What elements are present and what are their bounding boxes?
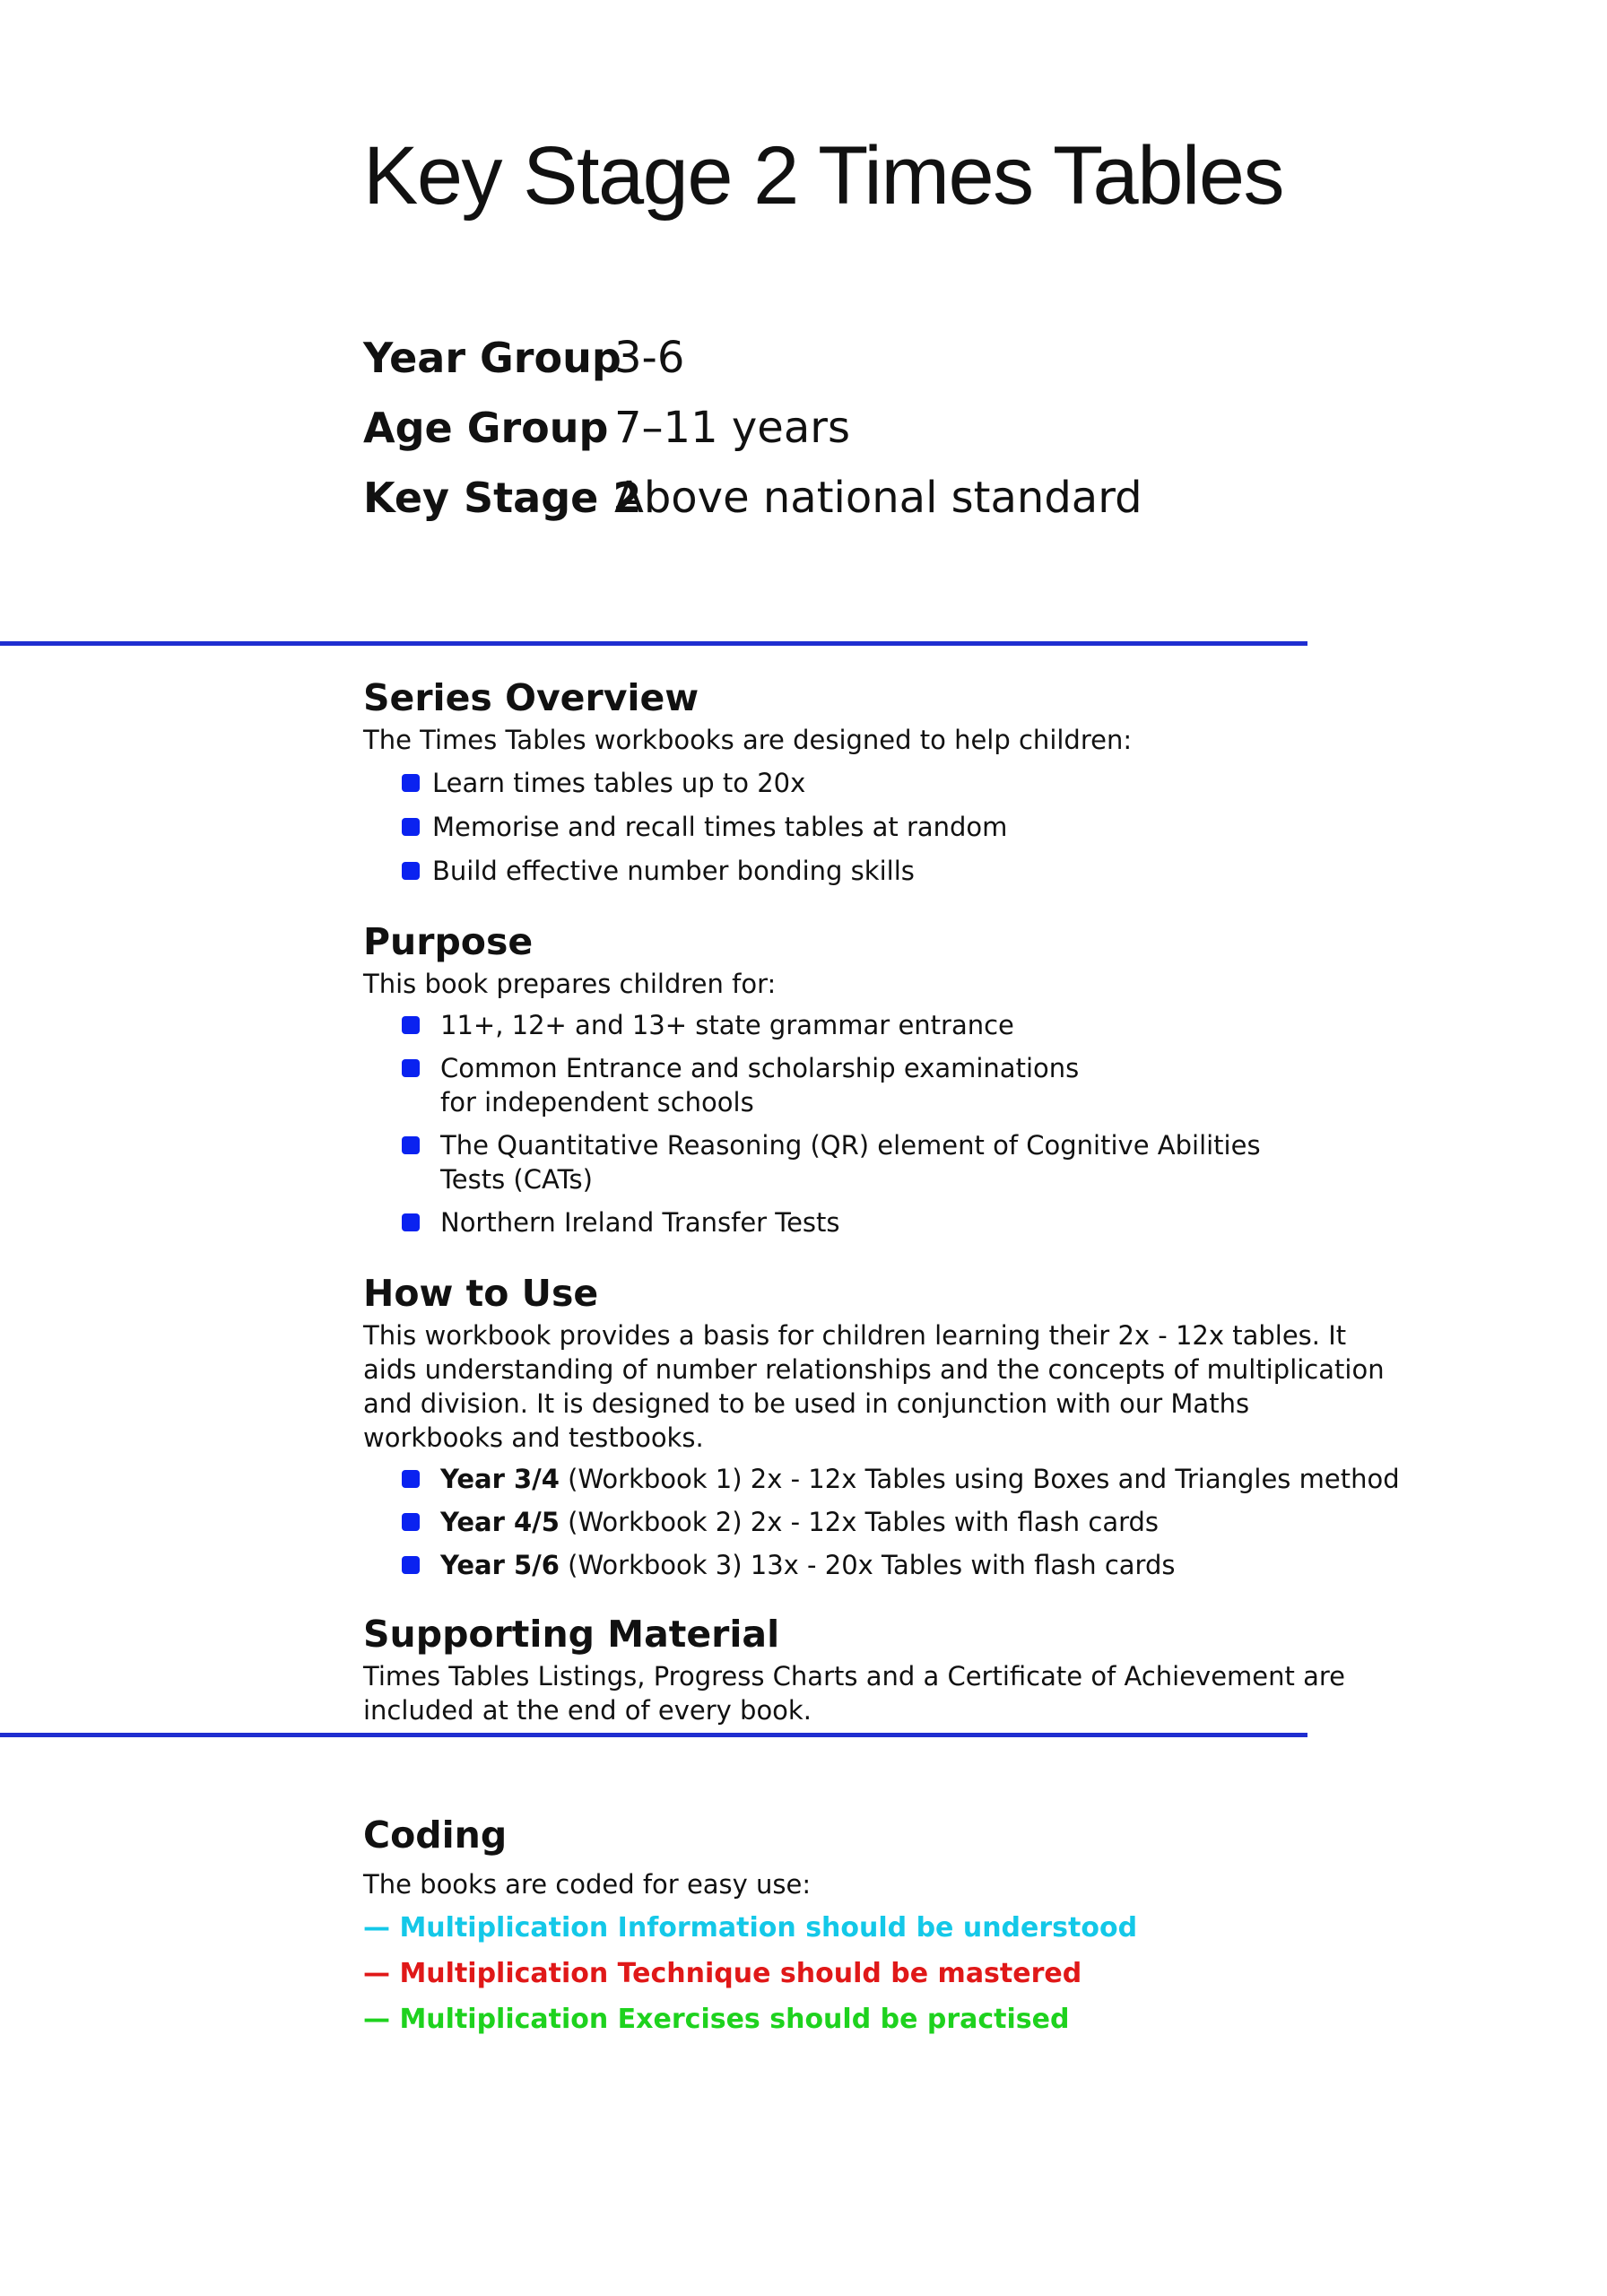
purpose-section <box>363 918 1332 1248</box>
bottom-divider <box>0 1733 1307 1737</box>
how-to-use-paragraph <box>363 1318 1385 1455</box>
dash-icon: — <box>363 1958 390 1989</box>
workbook-description: (Workbook 2) 2x - 12x Tables with flash cards <box>559 1507 1160 1537</box>
key-stage-row <box>363 463 1142 533</box>
age-group-value: 7–11 years <box>614 403 850 453</box>
coding-heading: Coding <box>363 1813 508 1857</box>
list-item: Learn times tables up to 20x <box>363 766 1332 800</box>
year-label: Year 3/4 <box>440 1464 560 1494</box>
series-overview-heading: Series Overview <box>363 676 699 719</box>
bullet-icon <box>402 862 420 880</box>
purpose-intro: This book prepares children for: <box>363 969 777 999</box>
bullet-icon <box>402 1136 420 1154</box>
book-meta <box>363 323 1142 533</box>
workbook-description: (Workbook 3) 13x - 20x Tables with flash cards <box>559 1550 1176 1580</box>
technique-code <box>363 1951 1332 1996</box>
bullet-icon <box>402 1016 420 1034</box>
bullet-icon <box>402 1556 420 1574</box>
list-item <box>363 1548 1332 1582</box>
age-group-row <box>363 393 1142 463</box>
coding-legend <box>363 1905 1332 2042</box>
year-label: Year 4/5 <box>440 1507 560 1537</box>
paragraph-line: This workbook provides a basis for children learning their 2x - 12x tables. It <box>363 1320 1347 1351</box>
paragraph-line: and division. It is designed to be used in conjunction with our Maths <box>363 1388 1250 1419</box>
dash-icon: — <box>363 1912 390 1944</box>
purpose-list <box>363 1008 1332 1239</box>
year-label: Year 5/6 <box>440 1550 560 1580</box>
list-item: The Quantitative Reasoning (QR) element of Cognitive Abilities Tests (CATs) <box>363 1128 1332 1196</box>
page-title: Key Stage 2 Times Tables <box>363 130 1283 222</box>
year-group-row <box>363 323 1142 393</box>
bullet-icon <box>402 1213 420 1231</box>
year-group-value: 3-6 <box>614 333 685 383</box>
top-divider <box>0 641 1307 646</box>
bullet-icon <box>402 1470 420 1488</box>
purpose-heading: Purpose <box>363 920 534 963</box>
how-to-use-section <box>363 1270 1400 1591</box>
supporting-material-heading: Supporting Material <box>363 1613 780 1656</box>
paragraph-line: Times Tables Listings, Progress Charts and a Certificate of Achievement are <box>363 1661 1346 1692</box>
bullet-icon <box>402 1059 420 1077</box>
how-to-use-heading: How to Use <box>363 1272 599 1315</box>
exercises-code <box>363 1996 1332 2042</box>
list-item <box>363 1505 1332 1539</box>
workbook-description: (Workbook 1) 2x - 12x Tables using Boxes and Triangles method <box>559 1464 1400 1494</box>
list-item <box>363 1462 1400 1496</box>
list-item: Common Entrance and scholarship examinations for independent schools <box>363 1051 1332 1119</box>
series-overview-section <box>363 674 1332 898</box>
bullet-icon <box>402 774 420 792</box>
supporting-material-section <box>363 1611 1346 1727</box>
coding-intro: The books are coded for easy use: <box>363 1869 812 1900</box>
list-item: Memorise and recall times tables at random <box>363 810 1332 844</box>
year-group-label: Year Group <box>363 334 621 382</box>
key-stage-value: Above national standard <box>614 473 1142 523</box>
list-item: 11+, 12+ and 13+ state grammar entrance <box>363 1008 1332 1042</box>
series-overview-intro: The Times Tables workbooks are designed to help children: <box>363 725 1133 755</box>
technique-label: Multiplication Technique should be mastered <box>399 1958 1082 1989</box>
coding-section <box>363 1812 1332 2042</box>
age-group-label: Age Group <box>363 404 609 452</box>
paragraph-line: included at the end of every book. <box>363 1695 812 1726</box>
paragraph-line: aids understanding of number relationships and the concepts of multiplication <box>363 1354 1385 1385</box>
bullet-icon <box>402 1513 420 1531</box>
information-label: Multiplication Information should be understood <box>399 1912 1138 1944</box>
bullet-icon <box>402 818 420 836</box>
list-item: Northern Ireland Transfer Tests <box>363 1205 1332 1239</box>
exercises-label: Multiplication Exercises should be practised <box>399 2004 1070 2035</box>
key-stage-label: Key Stage 2 <box>363 474 642 522</box>
dash-icon: — <box>363 2004 390 2035</box>
information-code <box>363 1905 1332 1951</box>
paragraph-line: workbooks and testbooks. <box>363 1422 704 1453</box>
list-item: Build effective number bonding skills <box>363 854 1332 888</box>
workbook-list <box>363 1462 1400 1582</box>
series-overview-list <box>363 766 1332 888</box>
